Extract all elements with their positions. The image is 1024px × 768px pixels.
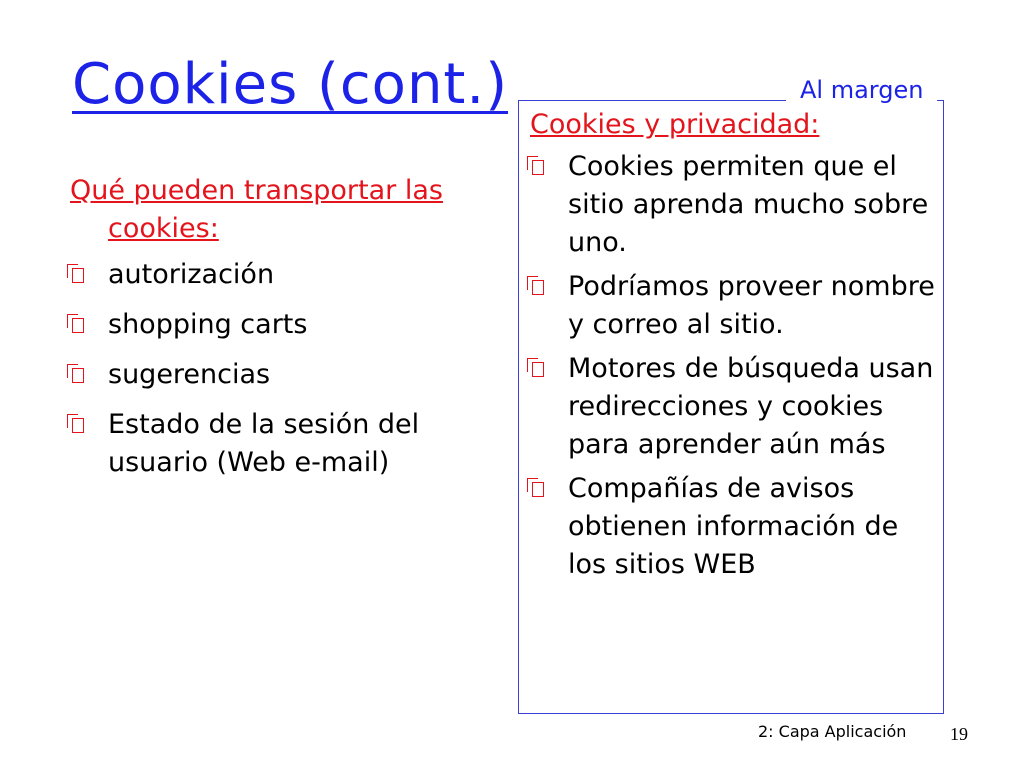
hollow-square-bullet-icon — [72, 268, 84, 283]
list-item — [530, 148, 938, 262]
page-number: 19 — [950, 724, 968, 744]
aside-panel — [530, 106, 938, 590]
list-item — [70, 406, 490, 482]
list-item-text: Podríamos proveer nombre y correo al sitio. — [568, 271, 935, 340]
left-column — [70, 172, 490, 494]
list-item-text: Estado de la sesión del usuario (Web e-mail) — [108, 409, 420, 478]
hollow-square-bullet-icon — [72, 418, 84, 433]
list-item-text: sugerencias — [108, 359, 271, 390]
list-item-text: shopping carts — [108, 309, 308, 340]
list-item — [70, 256, 490, 294]
aside-label: Al margen — [786, 76, 937, 104]
hollow-square-bullet-icon — [72, 368, 84, 383]
list-item-text: Cookies permiten que el sitio aprenda mucho sobre uno. — [568, 151, 929, 258]
left-bullet-list — [70, 256, 490, 482]
slide-title: Cookies (cont.) — [72, 52, 509, 117]
list-item-text: Motores de búsqueda usan redirecciones y cookies para aprender aún más — [568, 353, 934, 460]
hollow-square-bullet-icon — [532, 482, 544, 497]
hollow-square-bullet-icon — [532, 362, 544, 377]
left-heading: Qué pueden transportar las cookies: — [70, 175, 443, 244]
list-item — [530, 470, 938, 584]
hollow-square-bullet-icon — [72, 318, 84, 333]
aside-bullet-list — [530, 148, 938, 584]
hollow-square-bullet-icon — [532, 160, 544, 175]
list-item — [70, 306, 490, 344]
aside-heading: Cookies y privacidad: — [530, 109, 820, 140]
list-item — [530, 350, 938, 464]
list-item-text: autorización — [108, 259, 275, 290]
list-item-text: Compañías de avisos obtienen información de los sitios WEB — [568, 473, 899, 580]
hollow-square-bullet-icon — [532, 280, 544, 295]
list-item — [530, 268, 938, 344]
footer-chapter: 2: Capa Aplicación — [758, 722, 907, 741]
list-item — [70, 356, 490, 394]
